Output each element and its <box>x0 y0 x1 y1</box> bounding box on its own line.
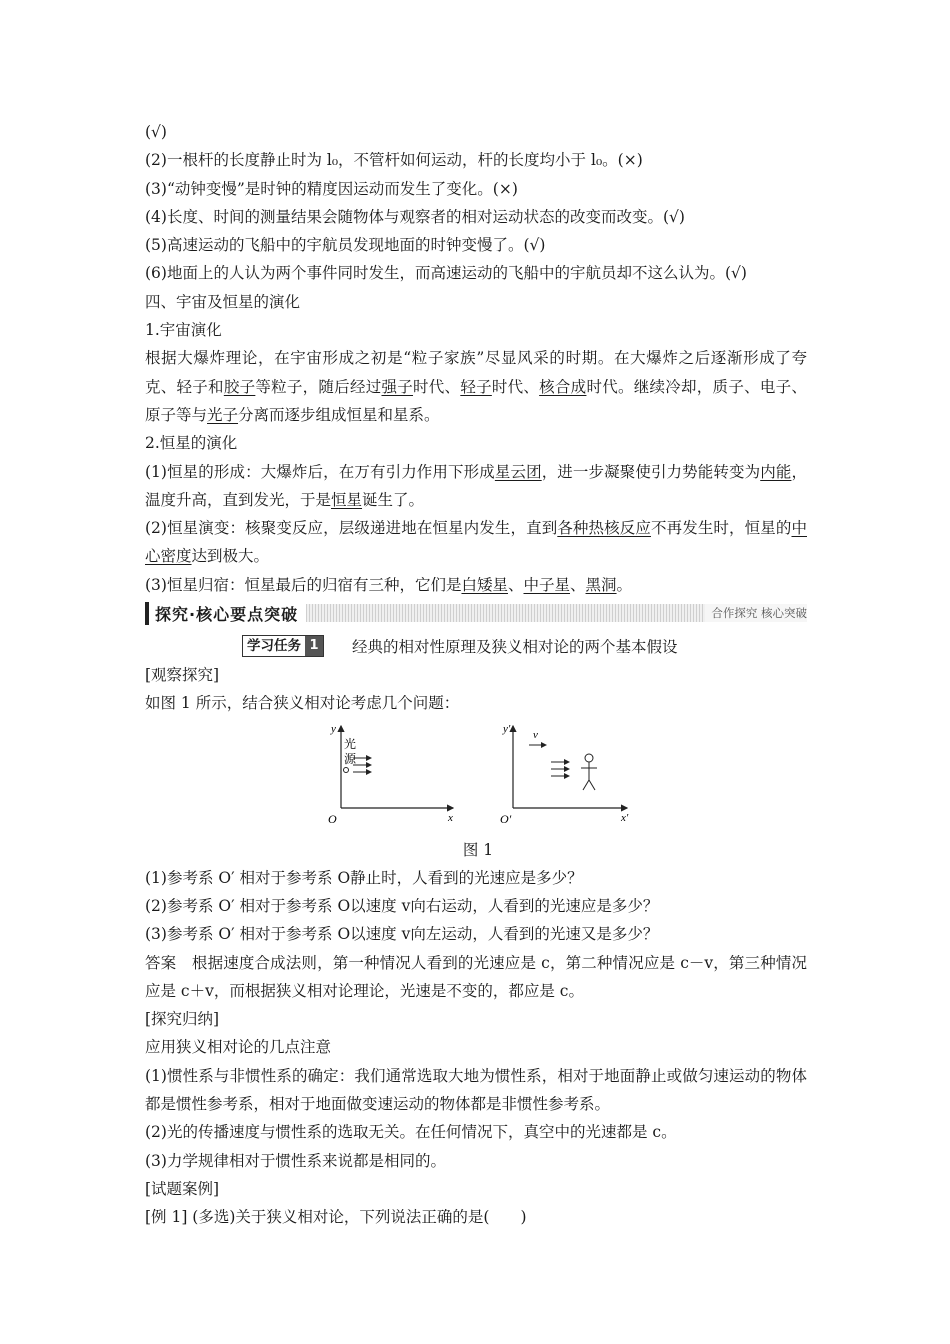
banner-title: 探究·核心要点突破 <box>145 602 306 625</box>
observe-label: [观察探究] <box>145 666 220 685</box>
blank-answer: 光子 <box>207 405 239 424</box>
right-x-label: x′ <box>621 811 629 824</box>
blank-answer: 中子星 <box>523 575 571 594</box>
paragraph-star-evolution: (2)恒星演变：核聚变反应，层级递进地在恒星内发生，直到各种热核反应不再发生时，恒星的中心密度达到极大。 <box>145 519 807 566</box>
note-2: (2)光的传播速度与惯性系的选取无关。在任何情况下，真空中的光速都是 c。 <box>145 1123 677 1142</box>
paragraph-universe-evolution: 根据大爆炸理论，在宇宙形成之初是“粒子家族”尽显风采的时期。在大爆炸之后逐渐形成了夸克、轻子和胶子等粒子，随后经过强子时代、轻子时代、核合成时代。继续冷却，质子、电子、原子等与光子分离而逐步组成恒星和星系。 <box>145 349 807 424</box>
subsection-heading-star: 2.恒星的演化 <box>145 434 238 453</box>
light-source-icon <box>344 767 349 772</box>
judgement-item-6: (6)地面上的人认为两个事件同时发生，而高速运动的飞船中的宇航员却不这么认为。(√) <box>145 264 747 283</box>
figure-caption: 图 1 <box>462 840 494 859</box>
question-3: (3)参考系 O′ 相对于参考系 O以速度 v向左运动，人看到的光速又是多少？ <box>145 925 659 944</box>
blank-answer: 各种热核反应 <box>557 519 651 538</box>
blank-answer: 白矮星 <box>461 575 508 594</box>
induce-label: [探究归纳] <box>145 1010 220 1029</box>
question-2: (2)参考系 O′ 相对于参考系 O以速度 v向右运动，人看到的光速应是多少？ <box>145 896 659 915</box>
light-source-label-2: 源 <box>344 751 357 766</box>
note-3: (3)力学规律相对于惯性系来说都是相同的。 <box>145 1151 446 1170</box>
task-label: 学习任务 <box>247 638 301 655</box>
blank-answer: 星云团 <box>494 462 542 481</box>
blank-answer: 黑洞 <box>585 575 617 594</box>
blank-answer: 轻子 <box>460 377 492 396</box>
observer-person-icon <box>581 754 597 790</box>
task-number: 1 <box>305 636 323 656</box>
question-1: (1)参考系 O′ 相对于参考系 O静止时，人看到的光速应是多少？ <box>145 868 583 887</box>
judgement-item-4: (4)长度、时间的测量结果会随物体与观察者的相对运动状态的改变而改变。(√) <box>145 207 685 226</box>
blank-answer: 中心密度 <box>145 519 807 566</box>
section-heading-4: 四、宇宙及恒星的演化 <box>145 292 301 311</box>
left-x-label: x <box>448 811 453 824</box>
blank-answer: 恒星 <box>331 490 363 509</box>
blank-answer: 强子 <box>381 377 414 396</box>
task-title: 经典的相对性原理及狭义相对论的两个基本假设 <box>352 638 678 657</box>
judgement-item-5: (5)高速运动的飞船中的宇航员发现地面的时钟变慢了。(√) <box>145 236 546 255</box>
answer-paragraph: 答案 根据速度合成法则，第一种情况人看到的光速应是 c，第二种情况应是 c－v，第三种情况应是 c＋v，而根据狭义相对论理论，光速是不变的，都应是 c。 <box>145 953 807 1000</box>
section-banner <box>145 601 807 625</box>
banner-subtitle: 合作探究 核心突破 <box>705 604 807 622</box>
blank-answer: 核合成 <box>539 377 587 396</box>
subsection-heading-universe: 1.宇宙演化 <box>145 321 222 340</box>
left-origin-label: O <box>328 811 337 826</box>
case-label: [试题案例] <box>145 1179 220 1198</box>
task-heading <box>145 631 807 661</box>
observe-intro: 如图 1 所示，结合狭义相对论考虑几个问题： <box>145 694 460 713</box>
figure-1 <box>145 718 807 836</box>
paragraph-star-formation: (1)恒星的形成：大爆炸后，在万有引力作用下形成星云团，进一步凝聚使引力势能转变为内能，温度升高，直到发光，于是恒星诞生了。 <box>145 462 807 509</box>
light-source-label-1: 光 <box>344 736 357 751</box>
paragraph-star-fate: (3)恒星归宿：恒星最后的归宿有三种，它们是白矮星、中子星、黑洞。 <box>145 575 633 594</box>
blank-answer: 内能 <box>760 462 792 481</box>
task-badge <box>242 635 324 657</box>
judgement-item-3: (3)“动钟变慢”是时钟的精度因运动而发生了变化。(×) <box>145 179 518 198</box>
judgement-item-2: (2)一根杆的长度静止时为 l₀，不管杆如何运动，杆的长度均小于 l₀。(×) <box>145 151 643 170</box>
blank-answer: 胶子 <box>223 377 256 396</box>
induce-title: 应用狭义相对论的几点注意 <box>145 1038 332 1057</box>
right-origin-label: O′ <box>500 811 512 826</box>
note-1: (1)惯性系与非惯性系的确定：我们通常选取大地为惯性系，相对于地面静止或做匀速运动的物体都是惯性参考系，相对于地面做变速运动的物体都是非惯性参考系。 <box>145 1066 807 1114</box>
judgement-item-1: (√) <box>145 123 167 141</box>
document-page <box>145 118 807 1232</box>
banner-rule <box>306 604 705 622</box>
example-1: [例 1] (多选)关于狭义相对论，下列说法正确的是( ) <box>145 1208 527 1227</box>
figure-1-diagram <box>145 718 807 836</box>
velocity-label: v <box>533 728 538 741</box>
left-y-label: y <box>331 722 336 735</box>
right-y-label: y′ <box>503 722 511 735</box>
